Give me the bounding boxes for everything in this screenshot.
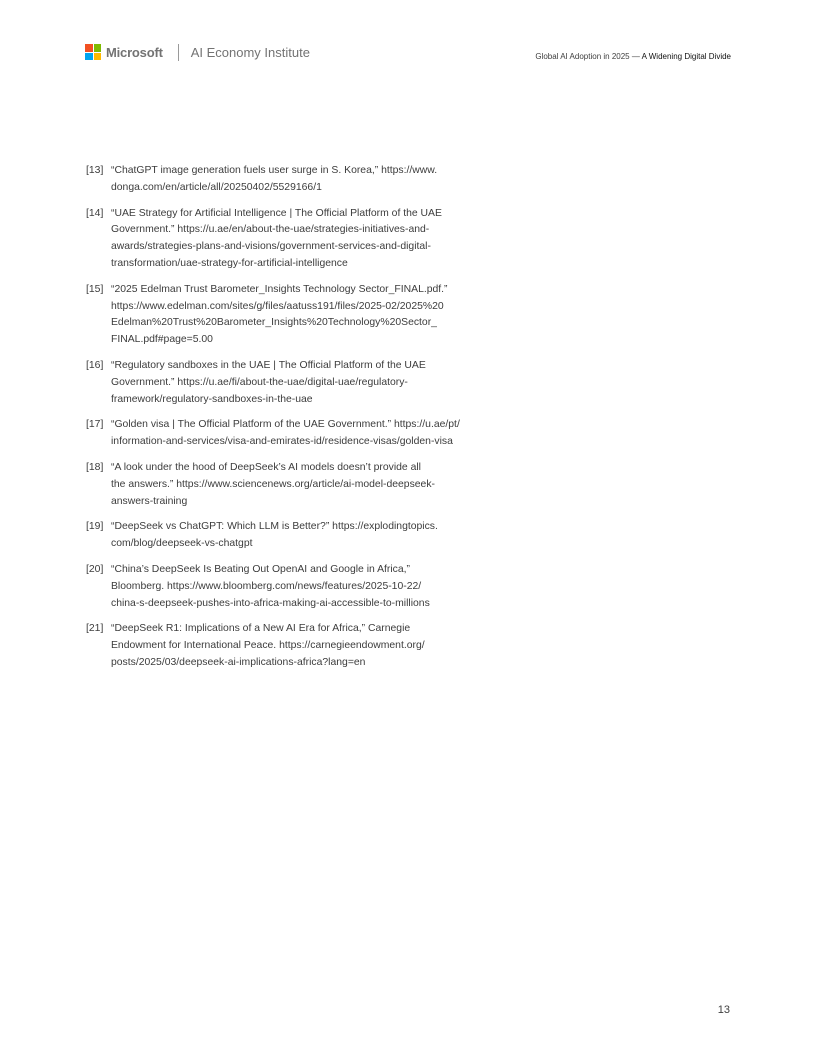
reference-number: [18] (86, 461, 104, 473)
reference-text: “DeepSeek vs ChatGPT: Which LLM is Better?” https://explodingtopics. com/blog/deepseek-vs-chatgpt (111, 521, 438, 550)
reference-text: “Regulatory sandboxes in the UAE | The Official Platform of the UAE Government.” https://u.ae/fi/about-the-uae/digital-uae/regulatory- framework/regulatory-sandboxes-in-the-uae (111, 359, 426, 405)
reference-item (86, 562, 526, 612)
reference-text: “A look under the hood of DeepSeek’s AI models doesn’t provide all the answers.” https://www.sciencenews.org/article/ai-model-deepseek- answers-training (111, 461, 435, 507)
reference-number: [20] (86, 563, 104, 575)
brand (85, 42, 310, 62)
reference-number: [16] (86, 359, 104, 371)
reference-item (86, 206, 526, 273)
institute-name: AI Economy Institute (190, 44, 310, 60)
brand-name: Microsoft (106, 44, 163, 60)
reference-item (86, 460, 526, 510)
reference-item (86, 417, 526, 451)
reference-number: [21] (86, 623, 104, 635)
reference-list (86, 163, 526, 681)
reference-text: “China’s DeepSeek Is Beating Out OpenAI and Google in Africa,” Bloomberg. https://www.bloomberg.com/news/features/2025-10-22/ china-s-deepseek-pushes-into-africa-making-ai-accessible-to-millions (111, 563, 430, 609)
reference-number: [15] (86, 283, 104, 295)
page-header (85, 42, 731, 64)
page-number: 13 (717, 1004, 730, 1016)
microsoft-logo-icon (85, 44, 101, 60)
reference-item (86, 163, 526, 197)
reference-item (86, 621, 526, 671)
reference-item (86, 358, 526, 408)
reference-text: “2025 Edelman Trust Barometer_Insights Technology Sector_FINAL.pdf.” https://www.edelman.com/sites/g/files/aatuss191/files/2025-02/2025%20 Edelman%20Trust%20Barometer_Insights%20Technology%20Sector_ FINAL.pdf#page=5.00 (111, 283, 448, 346)
reference-number: [19] (86, 521, 104, 533)
reference-item (86, 519, 526, 553)
document-title-emphasis: A Widening Digital Divide (641, 52, 731, 61)
reference-number: [17] (86, 419, 104, 431)
document-title (535, 52, 731, 61)
reference-text: “UAE Strategy for Artificial Intelligence | The Official Platform of the UAE Government.” https://u.ae/en/about-the-uae/strategies-initiatives-and- awards/strategies-plans-and-visions/government-services-and-digital- transformation/uae-strategy-for-artificial-intelligence (111, 207, 442, 269)
reference-number: [13] (86, 165, 104, 176)
reference-text: “DeepSeek R1: Implications of a New AI Era for Africa,” Carnegie Endowment for International Peace. https://carnegieendowment.org/ posts/2025/03/deepseek-ai-implications-africa?lang=en (111, 623, 425, 668)
document-title-prefix: Global AI Adoption in 2025 — (535, 52, 642, 61)
reference-text: “Golden visa | The Official Platform of the UAE Government.” https://u.ae/pt/ information-and-services/visa-and-emirates-id/residence-visas/golden-visa (111, 419, 460, 448)
reference-text: “ChatGPT image generation fuels user surge in S. Korea,” https://www. donga.com/en/article/all/20250402/5529166/1 (111, 165, 438, 193)
brand-divider (178, 44, 179, 61)
reference-item (86, 282, 526, 349)
reference-number: [14] (86, 207, 104, 219)
